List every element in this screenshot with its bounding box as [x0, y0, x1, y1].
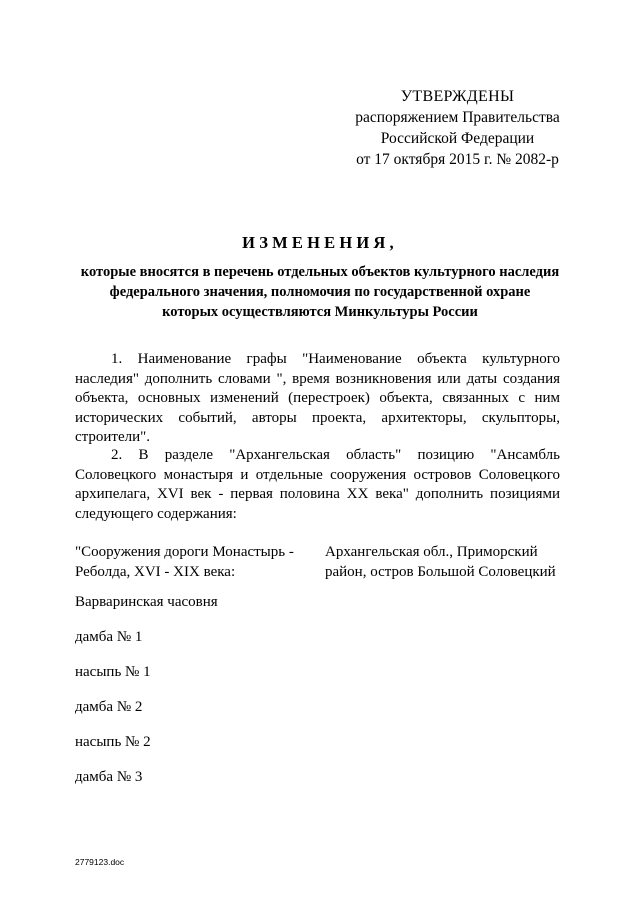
list-item: дамба № 2	[75, 699, 143, 715]
list-item: дамба № 3	[75, 769, 143, 785]
list-item: Варваринская часовня	[75, 594, 218, 610]
entry-location: Архангельская обл., Приморский район, остров Большой Соловецкий	[325, 544, 556, 580]
paragraph-1-text: 1. Наименование графы "Наименование объекта культурного наследия" дополнить словами ", время возникновения или даты создания объекта, основных изменений (перестроек) объекта, связанных с ним исторических событий, авторы проекта, архитекторы, скульпторы, строители".	[75, 351, 560, 445]
approval-heading: УТВЕРЖДЕНЫ	[400, 88, 515, 105]
file-name-footer: 2779123.doc	[75, 857, 125, 867]
approval-block	[340, 86, 575, 170]
list-item: насыпь № 2	[75, 734, 151, 750]
approval-line-3: от 17 октября 2015 г. № 2082-р	[356, 151, 559, 168]
approval-line-1: распоряжением Правительства	[355, 109, 560, 126]
paragraph-2-text: 2. В разделе "Архангельская область" позицию "Ансамбль Соловецкого монастыря и отдельные сооружения островов Соловецкого архипелага, XVI век - первая половина XX века" дополнить позициями следующего содержания:	[75, 447, 560, 522]
approval-line-2: Российской Федерации	[380, 130, 535, 147]
entry-name: "Сооружения дороги Монастырь - Реболда, XVI - XIX века:	[75, 544, 294, 580]
paragraph-2	[75, 446, 560, 524]
paragraph-1	[75, 350, 560, 448]
list-item: насыпь № 1	[75, 664, 151, 680]
list-item: дамба № 1	[75, 629, 143, 645]
document-subtitle: которые вносятся в перечень отдельных объектов культурного наследия федерального значения, полномочия по государственной охране которых осуществляются Минкультуры России	[80, 264, 560, 320]
document-title: ИЗМЕНЕНИЯ,	[242, 233, 398, 252]
